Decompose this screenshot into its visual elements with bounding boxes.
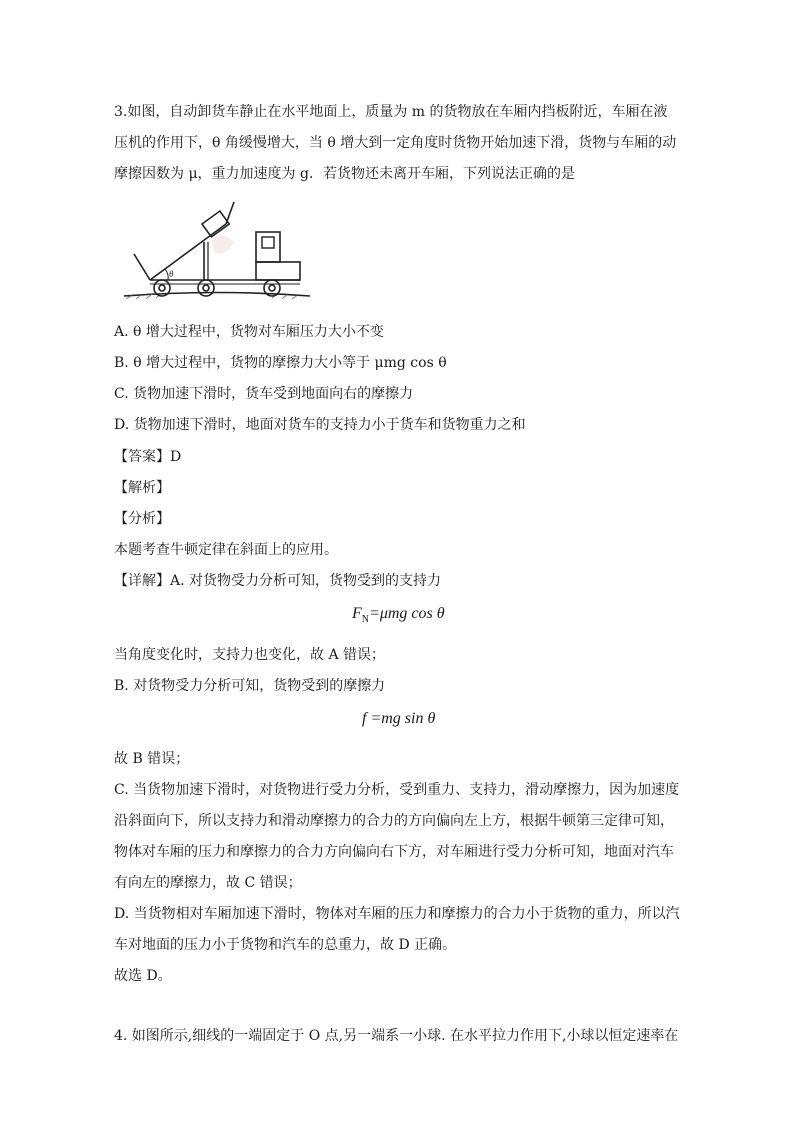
detail-c-line-3: 物体对车厢的压力和摩擦力的合力方向偏向右下方，对车厢进行受力分析可知，地面对汽车 xyxy=(114,844,674,860)
fenxi-title: 【分析】 xyxy=(114,511,170,527)
formula-normal-force: $F_N=\mu mg$ cos θ xyxy=(352,605,445,626)
wheel-middle xyxy=(198,280,214,296)
q4-stem-line-1: 4. 如图所示,细线的一端固定于 O 点,另一端系一小球. 在水平拉力作用下,小球以恒定速率在 xyxy=(114,1028,679,1044)
formula-friction: f =mg sin θ xyxy=(362,710,436,727)
detail-d-line-1: D. 当货物相对车厢加速下滑时，物体对车厢的压力和摩擦力的合力小于货物的重力，所以汽 xyxy=(114,906,680,922)
answer: 【答案】D xyxy=(114,449,182,465)
q3-option-d: D. 货物加速下滑时，地面对货车的支持力小于货车和货物重力之和 xyxy=(114,417,526,433)
detail-c-line-4: 有向左的摩擦力，故 C 错误； xyxy=(114,875,302,891)
q3-option-a: A. θ 增大过程中，货物对车厢压力大小不变 xyxy=(114,324,384,340)
analysis-title: 【解析】 xyxy=(114,480,170,496)
detail-a: 【详解】A. 对货物受力分析可知，货物受到的支持力 xyxy=(114,573,442,589)
detail-c-line-1: C. 当货物加速下滑时，对货物进行受力分析，受到重力、支持力，滑动摩擦力，因为加速度 xyxy=(114,782,680,798)
dump-truck-figure xyxy=(122,200,312,308)
detail-b: B. 对货物受力分析可知，货物受到的摩擦力 xyxy=(114,678,386,694)
q3-stem-line-2: 压机的作用下，θ 角缓慢增大，当 θ 增大到一定角度时货物开始加速下滑，货物与车厢的动 xyxy=(114,135,677,151)
theta-label: θ xyxy=(169,269,174,279)
q3-stem-line-1: 3.如图，自动卸货车静止在水平地面上，质量为 m 的货物放在车厢内挡板附近，车厢在液 xyxy=(114,104,668,120)
a-conclusion: 当角度变化时，支持力也变化，故 A 错误； xyxy=(114,647,386,663)
detail-d-line-2: 车对地面的压力小于货物和汽车的总重力，故 D 正确。 xyxy=(114,937,457,953)
detail-c-line-2: 沿斜面向下，所以支持力和滑动摩擦力的合力的方向偏向左上方，根据牛顿第三定律可知， xyxy=(114,813,674,829)
choose-answer: 故选 D。 xyxy=(114,968,172,984)
b-conclusion: 故 B 错误； xyxy=(114,751,190,767)
q3-stem-line-3: 摩擦因数为 μ，重力加速度为 g．若货物还未离开车厢，下列说法正确的是 xyxy=(114,166,575,182)
q3-option-b: B. θ 增大过程中，货物的摩擦力大小等于 μmg cos θ xyxy=(114,355,447,371)
fenxi-text: 本题考查牛顿定律在斜面上的应用。 xyxy=(114,542,338,558)
q3-option-c: C. 货物加速下滑时，货车受到地面向右的摩擦力 xyxy=(114,386,414,402)
